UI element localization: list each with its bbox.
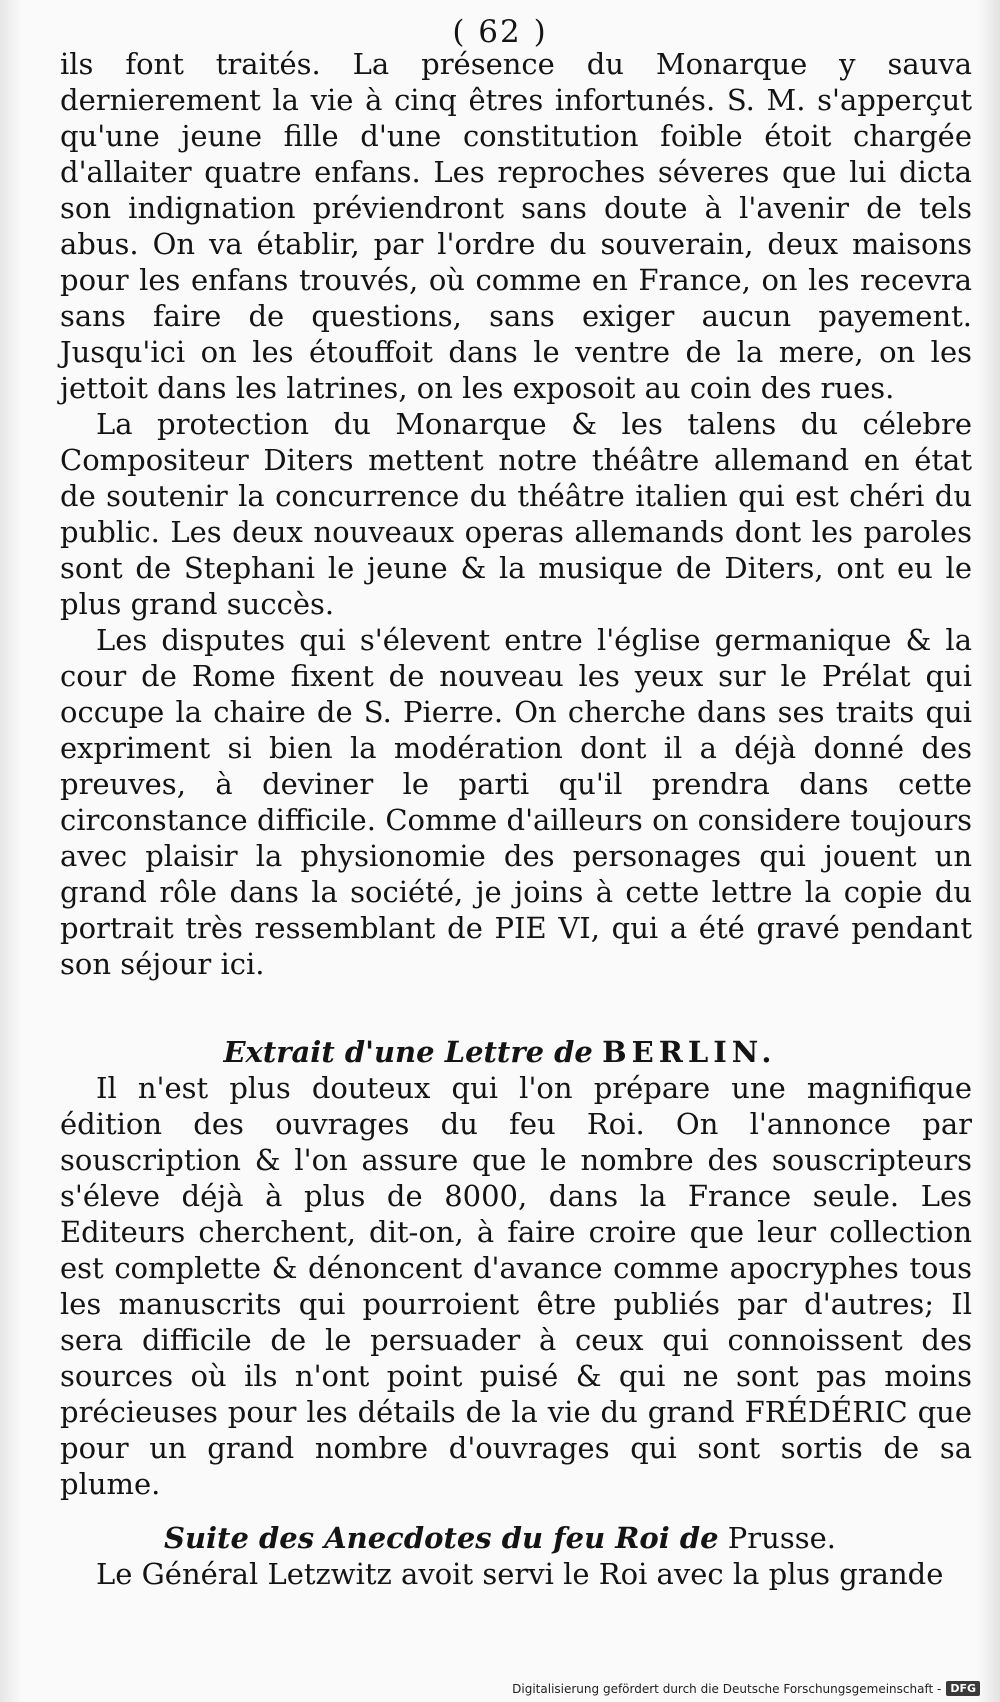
paragraph-letzwitz: Le Général Letzwitz avoit servi le Roi avec la plus grande <box>96 1557 944 1591</box>
heading-berlin-italic: Extrait d'une Lettre de <box>223 1035 593 1069</box>
paragraph-edition: Il n'est plus douteux qui l'on prépare une magnifique édition des ouvrages du feu Roi. On l'annonce par souscription & l'on assure que le nombre des souscripteurs s'éleve déjà à plus de 8000, dans la France seule. Les Editeurs cherchent, dit-on, à faire croire que leur collection est complette & dénoncent d'avance comme apocryphes tous les manuscrits qui pourroient être publiés par d'autres; Il sera difficile de le persuader à ceux qui connoissent des sources où ils n'ont point puisé & qui ne sont pas moins précieuses pour les détails de la vie du grand FRÉDÉRIC que pour un grand nombre d'ouvrages qui sont sortis de sa plume. <box>60 1071 972 1501</box>
berlin-letter-text <box>60 1070 972 1502</box>
scan-edge-left <box>0 0 22 1702</box>
heading-anecdotes-italic: Suite des Anecdotes du feu Roi de <box>164 1521 719 1555</box>
continued-letter-text <box>60 46 972 982</box>
digitization-footer <box>512 1681 980 1696</box>
paragraph-rome: Les disputes qui s'élevent entre l'église germanique & la cour de Rome fixent de nouveau les yeux sur le Prélat qui occupe la chaire de S. Pierre. On cherche dans ses traits qui expriment si bien la modération dont il a déjà donné des preuves, à deviner le parti qu'il prendra dans cette circonstance difficile. Comme d'ailleurs on considere toujours avec plaisir la physionomie des personages qui jouent un grand rôle dans la société, je joins à cette lettre la copie du portrait très ressemblant de PIE VI, qui a été gravé pendant son séjour ici. <box>60 623 972 981</box>
dfg-logo: DFG <box>946 1681 980 1696</box>
footer-credit: Digitalisierung gefördert durch die Deutsche Forschungsgemeinschaft - <box>512 1681 942 1696</box>
paragraph-enfans-trouves: ils font traités. La présence du Monarque y sauva dernierement la vie à cinq êtres infortunés. S. M. s'apperçut qu'une jeune fille d'une constitution foible étoit chargée d'allaiter quatre enfans. Les reproches séveres que lui dicta son indignation préviendront sans doute à l'avenir de tels abus. On va établir, par l'ordre du souverain, deux maisons pour les enfans trouvés, où comme en France, on les recevra sans faire de questions, sans exiger aucun payement. Jusqu'ici on les étouffoit dans le ventre de la mere, on les jettoit dans les latrines, on les exposoit au coin des rues. <box>60 47 972 405</box>
scan-edge-right <box>978 0 1000 1702</box>
heading-berlin-city: BERLIN. <box>602 1035 777 1069</box>
paragraph-theatre: La protection du Monarque & les talens du célebre Compositeur Diters mettent notre théâtre allemand en état de soutenir la concurrence du théâtre italien qui est chéri du public. Les deux nouveaux operas allemands dont les paroles sont de Stephani le jeune & la musique de Diters, ont eu le plus grand succès. <box>60 407 972 621</box>
heading-berlin-letter <box>0 1034 1000 1070</box>
heading-anecdotes-country: Prusse. <box>727 1521 836 1555</box>
page-number: ( 62 ) <box>452 14 548 50</box>
anecdotes-text <box>60 1556 972 1592</box>
heading-anecdotes <box>0 1520 1000 1556</box>
